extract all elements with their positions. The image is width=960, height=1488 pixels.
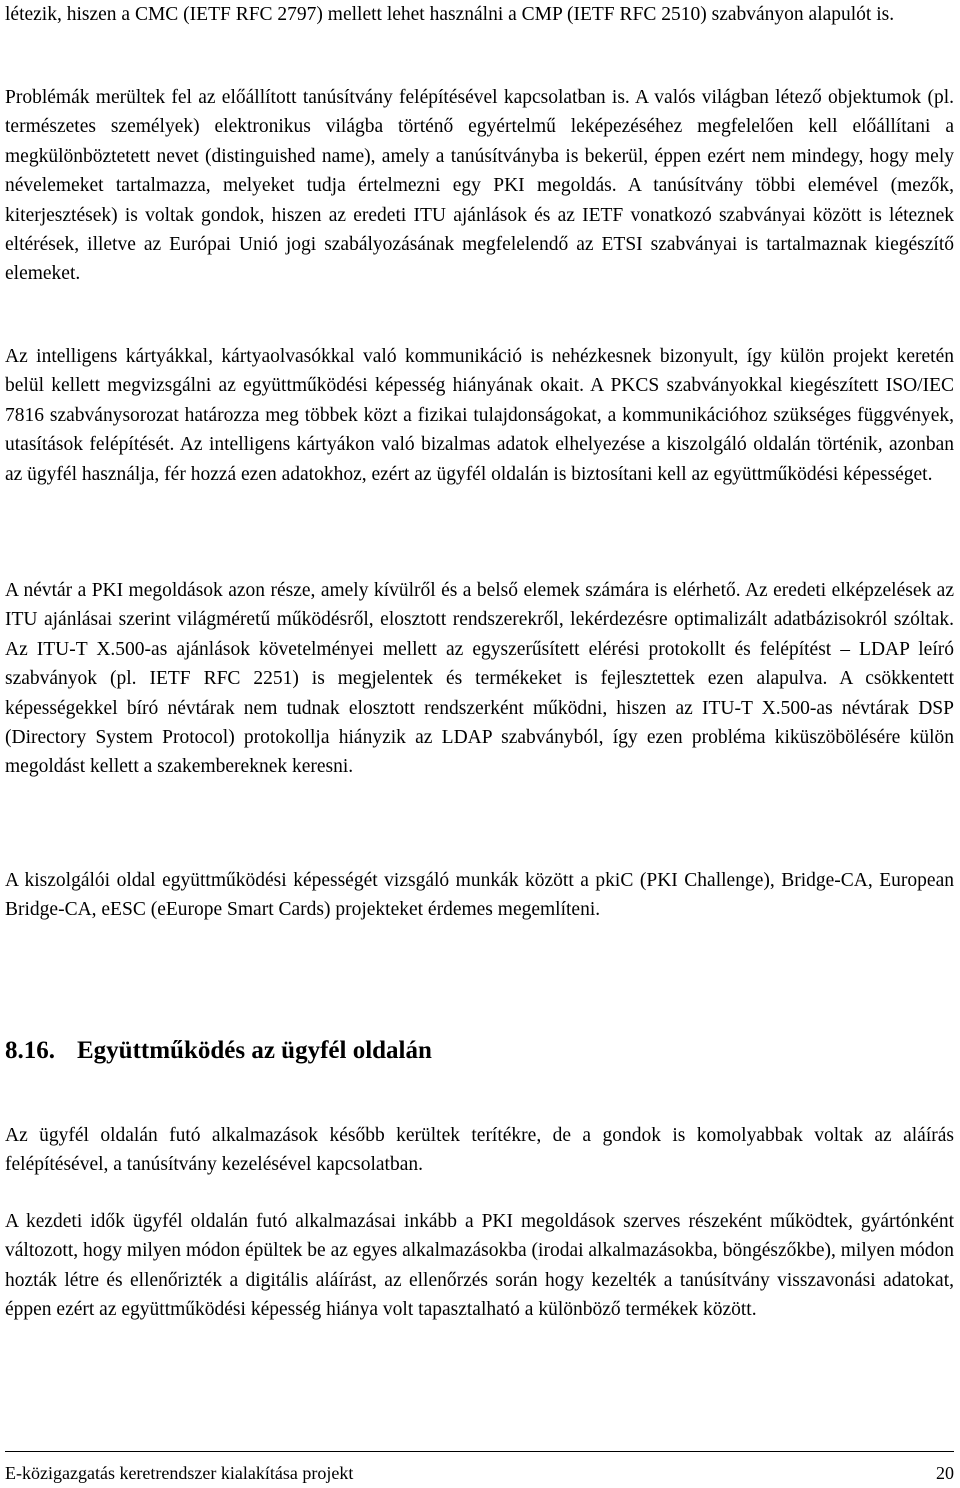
section-number: 8.16. [5,1037,55,1064]
footer-page-number: 20 [936,1463,954,1483]
paragraph-server-side-projects: A kiszolgálói oldal együttműködési képességét vizsgáló munkák között a pkiC (PKI Challenge), Bridge-CA, European Bridge-CA, eESC (eEurope Smart Cards) projekteket érdemes megemlíteni. [5,870,954,921]
paragraph-client-side-intro: Az ügyfél oldalán futó alkalmazások később kerültek terítékre, de a gondok is komolyabbak voltak az aláírás felépítésével, a tanúsítvány kezelésével kapcsolatban. [5,1125,954,1176]
paragraph-directory: A névtár a PKI megoldások azon része, amely kívülről és a belső elemek számára is elérhető. Az eredeti elképzelések az ITU ajánlásai szerint világméretű működésről, elosztott rendszerekről, lekérdezésre optimalizált adatbázisokról szóltak. Az ITU-T X.500-as ajánlások követelményei mellett az egyszerűsített elérési protokollt és felépítést – LDAP leíró szabványok (pl. IETF RFC 2251) is megjelentek és termékeket is fejlesztettek ezen alapulva. A csökkentett képességekkel bíró névtárak nem tudnak elosztott rendszerként működni, hiszen az ITU-T X.500-as névtárak DSP (Directory System Protocol) protokollja hiányzik az LDAP szabványból, így ezen probléma kiküszöbölésére külön megoldást kellett a szakembereknek keresni. [5,580,954,778]
paragraph-cmc-cmp: létezik, hiszen a CMC (IETF RFC 2797) mellett lehet használni a CMP (IETF RFC 2510) szabványon alapulót is. [5,4,895,25]
paragraph-certificate-structure: Problémák merültek fel az előállított tanúsítvány felépítésével kapcsolatban is. A valós világban létező objektumok (pl. természetes személyek) elektronikus világba történő egyértelmű leképezéséhez megfelelően kell előállítani a megkülönböztetett nevet (distinguished name), amely a tanúsítványba is bekerül, éppen ezért nem mindegy, hogy mely névelemeket tartalmazza, melyeket tudja értelmezni egy PKI megoldás. A tanúsítvány többi elemével (mezők, kiterjesztések) is voltak gondok, hiszen az eredeti ITU ajánlások és az IETF vonatkozó szabványai között is léteznek eltérések, illetve az Európai Unió jogi szabályozásának megfelelendő az ETSI szabványai is tartalmaznak kiegészítő elemeket. [5,87,954,285]
paragraph-smart-cards: Az intelligens kártyákkal, kártyaolvasókkal való kommunikáció is nehézkesnek bizonyult, így külön projekt keretén belül kellett megvizsgálni az együttműködési képesség hiányának okait. A PKCS szabványokkal kiegészített ISO/IEC 7816 szabványsorozat határozza meg többek közt a fizikai tulajdonságokat, a kommunikációhoz szükséges függvények, utasítások felépítését. Az intelligens kártyákon való bizalmas adatok elhelyezése a kiszolgáló oldalán történik, azonban az ügyfél használja, fér hozzá ezen adatokhoz, ezért az ügyfél oldalán is biztosítani kell az együttműködési képességet. [5,346,954,485]
section-title: Együttműködés az ügyfél oldalán [77,1037,432,1064]
footer-project-title: E-közigazgatás keretrendszer kialakítása projekt [5,1463,354,1483]
footer-divider [5,1451,954,1452]
section-heading [5,1034,432,1068]
paragraph-client-side-history: A kezdeti idők ügyfél oldalán futó alkalmazásai inkább a PKI megoldások szerves részeként működtek, gyártónként változott, hogy milyen módon épültek be az egyes alkalmazásokba (irodai alkalmazásokba, böngészőkbe), milyen módon hozták létre és ellenőrizték a digitális aláírást, az ellenőrzés során hogy kezelték a tanúsítvány visszavonási adatokat, éppen ezért az együttműködési képesség hiánya volt tapasztalható a különböző termékek között. [5,1211,954,1321]
